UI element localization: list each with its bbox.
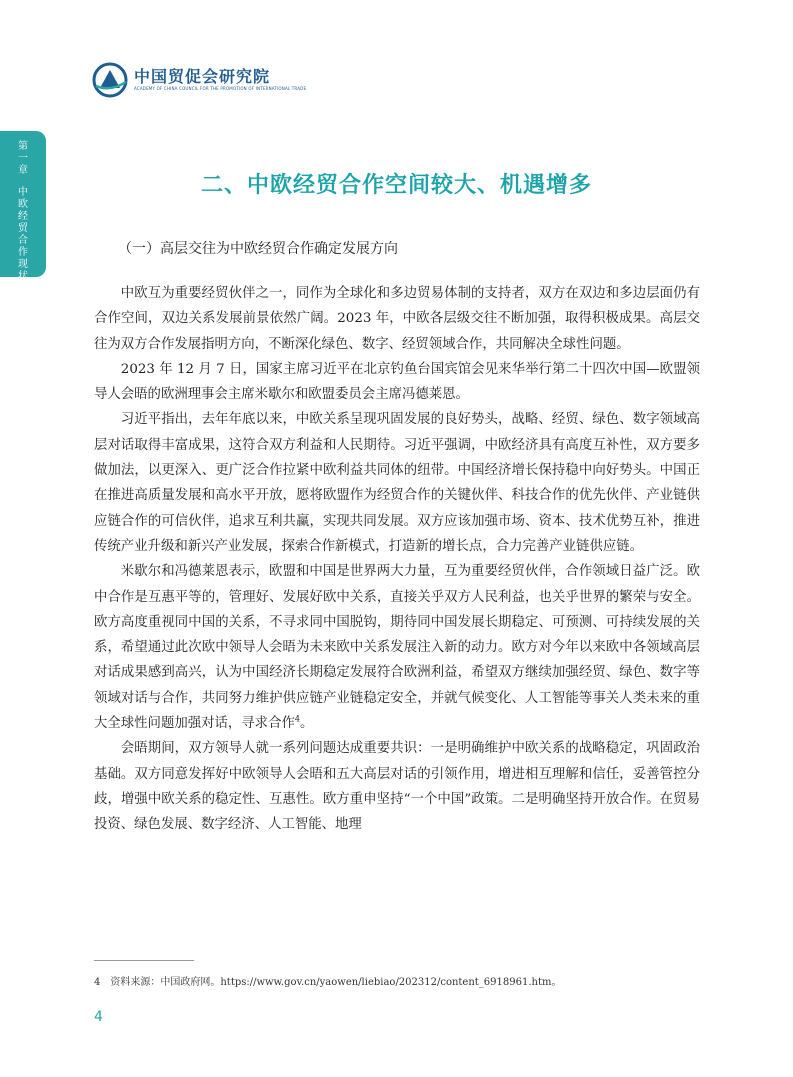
paragraph-end: 。 [299,716,314,732]
chapter-char: 一 [18,153,28,164]
chapter-title-char: 经 [18,211,28,222]
subsection-title: （一）高层交往为中欧经贸合作确定发展方向 [118,241,398,257]
chapter-title-char: 贸 [18,223,28,234]
chapter-title-char: 欧 [18,199,28,210]
chapter-title-char: 现 [18,259,28,270]
chapter-char: 第 [18,141,28,152]
header-logo [92,60,306,100]
paragraph-text: 米歇尔和冯德莱恩表示，欧盟和中国是世界两大力量，互为重要经贸伙伴，合作领域日益广泛。欧中合作是互惠平等的，管理好、发展好欧中关系，直接关乎双方人民利益，也关乎世界的繁荣与安全。欧方高度重视同中国的关系，不寻求同中国脱钩，期待同中国发展长期稳定、可预测、可持续发展的关系，希望通过此次欧中领导人会晤为未来欧中关系发展注入新的动力。欧方对今年以来欧中各领域高层对话成果感到高兴，认为中国经济长期稳定发展符合欧洲利益，希望双方继续加强经贸、绿色、数字等领域对话与合作，共同努力维护供应链产业链稳定安全，并就气候变化、人工智能等事关人类未来的重大全球性问题加强对话，寻求合作 [94,564,700,732]
logo-en-text: ACADEMY OF CHINA COUNCIL FOR THE PROMOTION OF INTERNATIONAL TRADE [134,86,307,91]
chapter-title-char: 作 [18,247,28,258]
paragraph: 中欧互为重要经贸伙伴之一，同作为全球化和多边贸易体制的支持者，双方在双边和多边层面仍有合作空间，双边关系发展前景依然广阔。2023 年，中欧各层级交往不断加强，取得积极成果。高层交往为双方合作发展指明方向，不断深化绿色、数字、经贸领域合作，共同解决全球性问题。 [94,286,700,352]
paragraph: 2023 年 12 月 7 日，国家主席习近平在北京钓鱼台国宾馆会见来华举行第二十四次中国—欧盟领导人会晤的欧洲理事会主席米歇尔和欧盟委员会主席冯德莱恩。 [94,361,700,403]
footnote-divider [94,960,194,961]
paragraph: 会晤期间，双方领导人就一系列问题达成重要共识：一是明确维护中欧关系的战略稳定，巩固政治基础。双方同意发挥好中欧领导人会晤和五大高层对话的引领作用，增进相互理解和信任，妥善管控分歧，增强中欧关系的稳定性、互惠性。欧方重申坚持“一个中国”政策。二是明确坚持开放合作。在贸易投资、绿色发展、数字经济、人工智能、地理 [94,741,700,833]
chapter-title-char: 中 [18,187,28,198]
footnote-ref[interactable]: 4 [294,714,300,724]
chapter-title-char: 状 [18,271,28,282]
logo-cn-text: 中国贸促会研究院 [134,67,271,86]
chapter-title-char: 合 [18,235,28,246]
paragraph: 习近平指出，去年年底以来，中欧关系呈现巩固发展的良好势头，战略、经贸、绿色、数字领域高层对话取得丰富成果，这符合双方利益和人民期待。习近平强调，中欧经济具有高度互补性，双方要多做加法，以更深入、更广泛合作拉紧中欧利益共同体的纽带。中国经济增长保持稳中向好势头。中国正在推进高质量发展和高水平开放，愿将欧盟作为经贸合作的关键伙伴、科技合作的优先伙伴、产业链供应链合作的可信伙伴，追求互利共赢，实现共同发展。双方应该加强市场、资本、技术优势互补，推进传统产业升级和新兴产业发展，探索合作新模式，打造新的增长点，合力完善产业链供应链。 [94,412,700,554]
footnote: 4 资料来源：中国政府网。https://www.gov.cn/yaowen/liebiao/202312/content_6918961.htm。 [94,977,562,988]
page-number: 4 [94,1009,103,1025]
logo-icon [92,62,128,98]
chapter-char: 章 [18,165,28,176]
paragraph [94,559,700,736]
body-text [94,281,700,838]
section-title: 二、中欧经贸合作空间较大、机遇增多 [200,173,592,198]
chapter-side-tab [0,131,46,282]
